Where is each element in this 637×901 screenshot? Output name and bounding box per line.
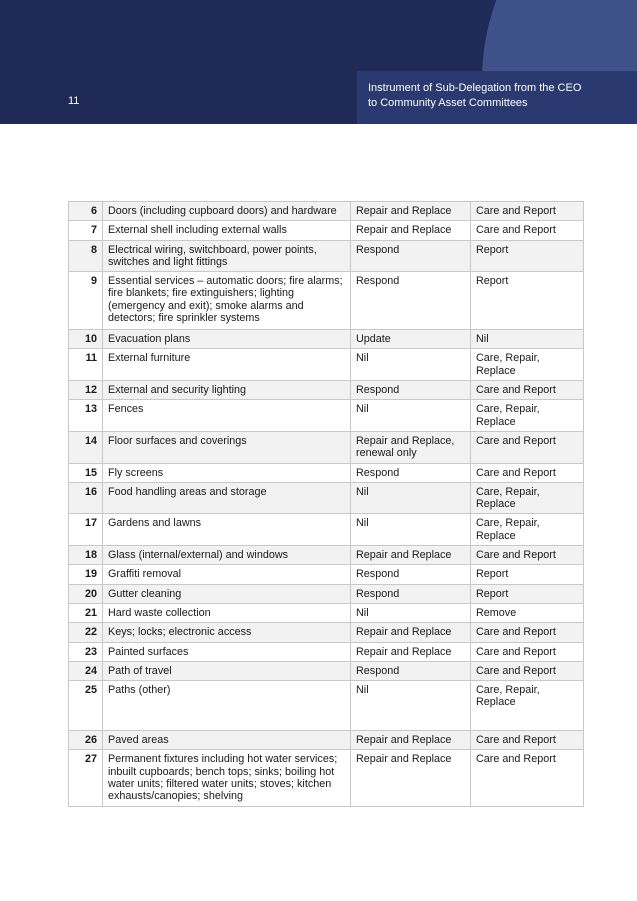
item-number-cell: 17 — [69, 514, 103, 546]
committee-responsibility-cell: Care and Report — [471, 750, 584, 806]
item-number-cell: 21 — [69, 603, 103, 622]
item-description-cell: Fences — [103, 400, 351, 432]
action-cell: Repair and Replace — [351, 623, 471, 642]
item-description-cell: Gardens and lawns — [103, 514, 351, 546]
document-title-line-1: Instrument of Sub-Delegation from the CEO — [368, 82, 582, 94]
action-cell: Respond — [351, 272, 471, 330]
table-row — [69, 381, 584, 400]
committee-responsibility-cell: Care and Report — [471, 202, 584, 221]
item-description-cell: External furniture — [103, 349, 351, 381]
item-number-cell: 20 — [69, 584, 103, 603]
action-cell: Respond — [351, 584, 471, 603]
document-title-line-2: to Community Asset Committees — [368, 97, 528, 109]
table-row — [69, 202, 584, 221]
action-cell: Respond — [351, 661, 471, 680]
table-row — [69, 400, 584, 432]
table-row — [69, 565, 584, 584]
committee-responsibility-cell: Care and Report — [471, 221, 584, 240]
item-number-cell: 12 — [69, 381, 103, 400]
item-number-cell: 26 — [69, 731, 103, 750]
committee-responsibility-cell: Care and Report — [471, 463, 584, 482]
item-description-cell: Essential services – automatic doors; fire alarms; fire blankets; fire extinguishers; lighting (emergency and exit); smoke alarms and detectors; fire sprinkler systems — [103, 272, 351, 330]
item-description-cell: Hard waste collection — [103, 603, 351, 622]
committee-responsibility-cell: Report — [471, 240, 584, 272]
table-row — [69, 603, 584, 622]
item-number-cell: 19 — [69, 565, 103, 584]
table-row — [69, 750, 584, 806]
item-number-cell: 6 — [69, 202, 103, 221]
item-description-cell: Paths (other) — [103, 681, 351, 731]
committee-responsibility-cell: Care, Repair, Replace — [471, 349, 584, 381]
header-banner — [0, 0, 637, 124]
table-row — [69, 349, 584, 381]
action-cell: Repair and Replace — [351, 642, 471, 661]
table-row — [69, 642, 584, 661]
item-number-cell: 7 — [69, 221, 103, 240]
item-description-cell: Paved areas — [103, 731, 351, 750]
item-number-cell: 18 — [69, 546, 103, 565]
table-row — [69, 661, 584, 680]
table-row — [69, 681, 584, 731]
item-description-cell: Floor surfaces and coverings — [103, 431, 351, 463]
item-number-cell: 11 — [69, 349, 103, 381]
item-description-cell: Glass (internal/external) and windows — [103, 546, 351, 565]
committee-responsibility-cell: Remove — [471, 603, 584, 622]
item-description-cell: Graffiti removal — [103, 565, 351, 584]
action-cell: Repair and Replace — [351, 546, 471, 565]
item-description-cell: Fly screens — [103, 463, 351, 482]
item-description-cell: Gutter cleaning — [103, 584, 351, 603]
committee-responsibility-cell: Report — [471, 565, 584, 584]
item-number-cell: 23 — [69, 642, 103, 661]
item-description-cell: Doors (including cupboard doors) and hardware — [103, 202, 351, 221]
table-row — [69, 221, 584, 240]
item-description-cell: External shell including external walls — [103, 221, 351, 240]
action-cell: Nil — [351, 349, 471, 381]
table-row — [69, 272, 584, 330]
action-cell: Repair and Replace — [351, 750, 471, 806]
table-row — [69, 584, 584, 603]
action-cell: Nil — [351, 603, 471, 622]
committee-responsibility-cell: Report — [471, 272, 584, 330]
item-number-cell: 24 — [69, 661, 103, 680]
committee-responsibility-cell: Care and Report — [471, 661, 584, 680]
table-row — [69, 431, 584, 463]
item-number-cell: 22 — [69, 623, 103, 642]
table-row — [69, 240, 584, 272]
item-number-cell: 8 — [69, 240, 103, 272]
action-cell: Repair and Replace — [351, 731, 471, 750]
item-number-cell: 9 — [69, 272, 103, 330]
page-number: 11 — [68, 95, 80, 107]
table-row — [69, 514, 584, 546]
item-number-cell: 25 — [69, 681, 103, 731]
item-number-cell: 14 — [69, 431, 103, 463]
committee-responsibility-cell: Care, Repair, Replace — [471, 482, 584, 514]
item-number-cell: 10 — [69, 330, 103, 349]
item-description-cell: Evacuation plans — [103, 330, 351, 349]
action-cell: Respond — [351, 565, 471, 584]
committee-responsibility-cell: Nil — [471, 330, 584, 349]
delegation-schedule-table — [68, 201, 584, 807]
committee-responsibility-cell: Care and Report — [471, 546, 584, 565]
item-description-cell: Permanent fixtures including hot water services; inbuilt cupboards; bench tops; sinks; boiling hot water units; filtered water units; stoves; kitchen exhausts/canopies; shelving — [103, 750, 351, 806]
action-cell: Nil — [351, 681, 471, 731]
item-number-cell: 16 — [69, 482, 103, 514]
action-cell: Nil — [351, 514, 471, 546]
table-row — [69, 546, 584, 565]
committee-responsibility-cell: Care and Report — [471, 642, 584, 661]
table-body — [69, 202, 584, 807]
action-cell: Update — [351, 330, 471, 349]
table-row — [69, 623, 584, 642]
table-row — [69, 731, 584, 750]
table-row — [69, 330, 584, 349]
committee-responsibility-cell: Care and Report — [471, 381, 584, 400]
item-description-cell: Food handling areas and storage — [103, 482, 351, 514]
committee-responsibility-cell: Care, Repair, Replace — [471, 400, 584, 432]
item-description-cell: Path of travel — [103, 661, 351, 680]
item-description-cell: External and security lighting — [103, 381, 351, 400]
action-cell: Repair and Replace — [351, 221, 471, 240]
item-number-cell: 27 — [69, 750, 103, 806]
item-description-cell: Painted surfaces — [103, 642, 351, 661]
action-cell: Nil — [351, 400, 471, 432]
action-cell: Repair and Replace, renewal only — [351, 431, 471, 463]
document-title — [368, 81, 628, 111]
action-cell: Nil — [351, 482, 471, 514]
committee-responsibility-cell: Care and Report — [471, 431, 584, 463]
action-cell: Repair and Replace — [351, 202, 471, 221]
table-row — [69, 482, 584, 514]
committee-responsibility-cell: Care, Repair, Replace — [471, 681, 584, 731]
table-row — [69, 463, 584, 482]
item-description-cell: Keys; locks; electronic access — [103, 623, 351, 642]
action-cell: Respond — [351, 240, 471, 272]
action-cell: Respond — [351, 381, 471, 400]
item-number-cell: 13 — [69, 400, 103, 432]
action-cell: Respond — [351, 463, 471, 482]
committee-responsibility-cell: Report — [471, 584, 584, 603]
committee-responsibility-cell: Care and Report — [471, 623, 584, 642]
committee-responsibility-cell: Care and Report — [471, 731, 584, 750]
committee-responsibility-cell: Care, Repair, Replace — [471, 514, 584, 546]
item-number-cell: 15 — [69, 463, 103, 482]
item-description-cell: Electrical wiring, switchboard, power points, switches and light fittings — [103, 240, 351, 272]
